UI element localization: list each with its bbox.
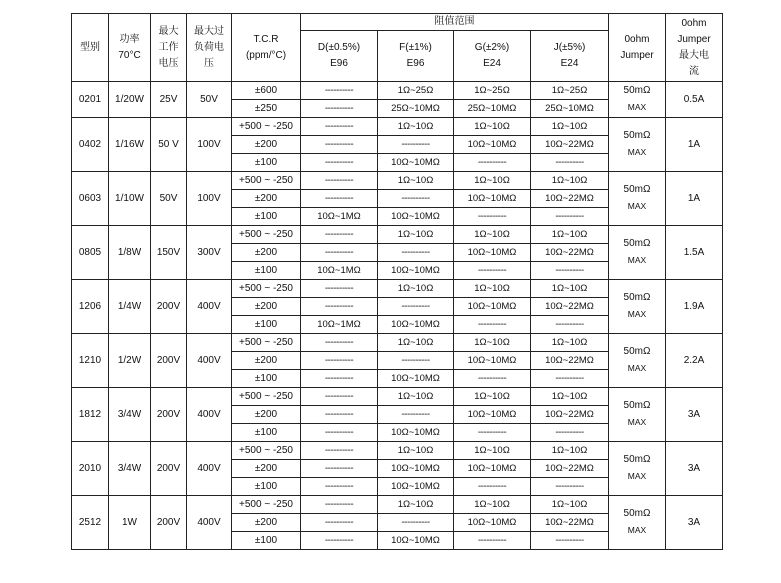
cell-range-d: ---------- (301, 478, 378, 496)
cell-range-d: ---------- (301, 496, 378, 514)
cell-range-f: 1Ω~10Ω (378, 172, 454, 190)
cell-range-d: ---------- (301, 298, 378, 316)
jumper-resistance: 50mΩ (623, 129, 651, 141)
cell-range-j: 1Ω~10Ω (531, 280, 609, 298)
cell-max-working-voltage: 200V (151, 280, 187, 334)
cell-range-f: ---------- (378, 352, 454, 370)
cell-zero-ohm-jumper (609, 388, 666, 442)
cell-power: 3/4W (109, 388, 151, 442)
cell-power: 1/16W (109, 118, 151, 172)
cell-range-j: 10Ω~22MΩ (531, 298, 609, 316)
header-range-d: D(±0.5%) E96 (301, 31, 378, 82)
cell-range-g: 10Ω~10MΩ (454, 406, 531, 424)
cell-range-j: 1Ω~10Ω (531, 334, 609, 352)
cell-range-j: 10Ω~22MΩ (531, 244, 609, 262)
cell-power: 1/4W (109, 280, 151, 334)
table-row (72, 334, 723, 352)
cell-range-d: ---------- (301, 100, 378, 118)
header-max-overload-voltage: 最大过 负荷电 压 (187, 14, 232, 82)
cell-range-j: 25Ω~10MΩ (531, 100, 609, 118)
cell-range-g: 10Ω~10MΩ (454, 244, 531, 262)
jumper-max-label: MAX (627, 470, 647, 481)
cell-range-f: 1Ω~10Ω (378, 280, 454, 298)
cell-tcr: +500 ~ -250 (232, 496, 301, 514)
cell-power: 1/2W (109, 334, 151, 388)
cell-range-f: 1Ω~10Ω (378, 496, 454, 514)
cell-range-g: 25Ω~10MΩ (454, 100, 531, 118)
resistor-spec-table (71, 13, 723, 550)
cell-range-g: ---------- (454, 424, 531, 442)
cell-power: 1/20W (109, 82, 151, 118)
cell-range-j: ---------- (531, 532, 609, 550)
cell-tcr: ±200 (232, 244, 301, 262)
cell-type: 0402 (72, 118, 109, 172)
cell-range-g: ---------- (454, 262, 531, 280)
cell-max-working-voltage: 200V (151, 442, 187, 496)
cell-type: 1206 (72, 280, 109, 334)
cell-type: 2010 (72, 442, 109, 496)
cell-range-f: 10Ω~10MΩ (378, 208, 454, 226)
cell-range-g: 10Ω~10MΩ (454, 352, 531, 370)
cell-tcr: ±100 (232, 424, 301, 442)
cell-jumper-current: 1A (666, 172, 723, 226)
cell-range-j: 10Ω~22MΩ (531, 190, 609, 208)
cell-range-g: 10Ω~10MΩ (454, 460, 531, 478)
cell-tcr: +500 ~ -250 (232, 118, 301, 136)
cell-range-d: ---------- (301, 514, 378, 532)
cell-range-d: 10Ω~1MΩ (301, 316, 378, 334)
jumper-resistance: 50mΩ (623, 84, 651, 96)
cell-power: 1/10W (109, 172, 151, 226)
jumper-max-label: MAX (627, 254, 647, 265)
cell-max-overload-voltage: 400V (187, 334, 232, 388)
jumper-max-label: MAX (627, 146, 647, 157)
table-row (72, 118, 723, 136)
cell-tcr: ±200 (232, 298, 301, 316)
jumper-resistance: 50mΩ (623, 237, 651, 249)
jumper-max-label: MAX (627, 524, 647, 535)
cell-type: 2512 (72, 496, 109, 550)
cell-range-f: 10Ω~10MΩ (378, 370, 454, 388)
cell-range-f: 10Ω~10MΩ (378, 424, 454, 442)
cell-range-j: 1Ω~10Ω (531, 118, 609, 136)
cell-power: 1/8W (109, 226, 151, 280)
cell-range-j: ---------- (531, 370, 609, 388)
cell-jumper-current: 3A (666, 496, 723, 550)
header-power: 功率 70°C (109, 14, 151, 82)
jumper-max-label: MAX (627, 101, 647, 112)
jumper-max-label: MAX (627, 200, 647, 211)
header-range-g: G(±2%) E24 (454, 31, 531, 82)
cell-max-overload-voltage: 400V (187, 388, 232, 442)
cell-max-overload-voltage: 300V (187, 226, 232, 280)
cell-range-d: ---------- (301, 460, 378, 478)
cell-zero-ohm-jumper (609, 280, 666, 334)
cell-max-working-voltage: 25V (151, 82, 187, 118)
cell-range-f: 10Ω~10MΩ (378, 532, 454, 550)
cell-range-d: ---------- (301, 172, 378, 190)
cell-tcr: ±200 (232, 352, 301, 370)
header-tcr: T.C.R (ppm/°C) (232, 14, 301, 82)
cell-range-f: 1Ω~10Ω (378, 442, 454, 460)
cell-range-d: ---------- (301, 226, 378, 244)
cell-range-j: 10Ω~22MΩ (531, 136, 609, 154)
cell-max-working-voltage: 200V (151, 334, 187, 388)
header-range-f: F(±1%) E96 (378, 31, 454, 82)
cell-range-f: ---------- (378, 514, 454, 532)
cell-max-overload-voltage: 100V (187, 118, 232, 172)
jumper-resistance: 50mΩ (623, 183, 651, 195)
cell-range-g: 1Ω~25Ω (454, 82, 531, 100)
cell-range-g: 1Ω~10Ω (454, 226, 531, 244)
table-row (72, 496, 723, 514)
cell-zero-ohm-jumper (609, 334, 666, 388)
jumper-max-label: MAX (627, 362, 647, 373)
cell-tcr: ±250 (232, 100, 301, 118)
jumper-resistance: 50mΩ (623, 399, 651, 411)
cell-range-j: ---------- (531, 478, 609, 496)
cell-tcr: +500 ~ -250 (232, 334, 301, 352)
cell-range-j: 1Ω~10Ω (531, 172, 609, 190)
cell-max-working-voltage: 200V (151, 496, 187, 550)
cell-range-g: 10Ω~10MΩ (454, 514, 531, 532)
cell-range-d: ---------- (301, 352, 378, 370)
cell-tcr: +500 ~ -250 (232, 280, 301, 298)
cell-max-working-voltage: 200V (151, 388, 187, 442)
cell-range-j: 1Ω~10Ω (531, 226, 609, 244)
cell-range-f: ---------- (378, 190, 454, 208)
cell-range-j: 10Ω~22MΩ (531, 352, 609, 370)
cell-range-j: ---------- (531, 316, 609, 334)
cell-range-g: 10Ω~10MΩ (454, 136, 531, 154)
cell-range-g: ---------- (454, 316, 531, 334)
cell-range-d: ---------- (301, 406, 378, 424)
cell-max-overload-voltage: 100V (187, 172, 232, 226)
table-row (72, 172, 723, 190)
cell-tcr: +500 ~ -250 (232, 442, 301, 460)
cell-range-d: ---------- (301, 244, 378, 262)
cell-range-f: ---------- (378, 298, 454, 316)
cell-power: 3/4W (109, 442, 151, 496)
table-row (72, 280, 723, 298)
cell-range-d: ---------- (301, 442, 378, 460)
cell-range-d: ---------- (301, 136, 378, 154)
cell-tcr: ±200 (232, 460, 301, 478)
cell-range-d: ---------- (301, 82, 378, 100)
cell-type: 1812 (72, 388, 109, 442)
cell-max-overload-voltage: 400V (187, 280, 232, 334)
cell-zero-ohm-jumper (609, 172, 666, 226)
cell-type: 0603 (72, 172, 109, 226)
cell-max-working-voltage: 150V (151, 226, 187, 280)
cell-tcr: ±100 (232, 208, 301, 226)
cell-range-d: ---------- (301, 532, 378, 550)
cell-jumper-current: 1.9A (666, 280, 723, 334)
cell-range-g: ---------- (454, 154, 531, 172)
cell-type: 0201 (72, 82, 109, 118)
cell-tcr: ±100 (232, 532, 301, 550)
cell-jumper-current: 0.5A (666, 82, 723, 118)
cell-range-f: 10Ω~10MΩ (378, 460, 454, 478)
cell-max-overload-voltage: 400V (187, 496, 232, 550)
cell-range-d: ---------- (301, 280, 378, 298)
cell-range-g: ---------- (454, 370, 531, 388)
header-resistance-range: 阻值范围 (301, 14, 609, 31)
cell-zero-ohm-jumper (609, 226, 666, 280)
cell-range-f: ---------- (378, 136, 454, 154)
cell-tcr: ±200 (232, 190, 301, 208)
cell-range-f: 1Ω~25Ω (378, 82, 454, 100)
cell-range-j: 1Ω~10Ω (531, 442, 609, 460)
cell-range-f: 10Ω~10MΩ (378, 154, 454, 172)
cell-range-d: 10Ω~1MΩ (301, 208, 378, 226)
cell-range-d: ---------- (301, 370, 378, 388)
header-zero-ohm-jumper: 0ohm Jumper (609, 14, 666, 82)
cell-tcr: ±100 (232, 478, 301, 496)
cell-jumper-current: 2.2A (666, 334, 723, 388)
cell-range-d: 10Ω~1MΩ (301, 262, 378, 280)
cell-jumper-current: 1.5A (666, 226, 723, 280)
cell-zero-ohm-jumper (609, 442, 666, 496)
cell-type: 1210 (72, 334, 109, 388)
cell-jumper-current: 3A (666, 388, 723, 442)
cell-range-g: 1Ω~10Ω (454, 334, 531, 352)
header-max-working-voltage: 最大 工作 电压 (151, 14, 187, 82)
jumper-max-label: MAX (627, 308, 647, 319)
cell-range-j: 10Ω~22MΩ (531, 460, 609, 478)
cell-max-working-voltage: 50V (151, 172, 187, 226)
cell-range-g: ---------- (454, 478, 531, 496)
jumper-resistance: 50mΩ (623, 507, 651, 519)
cell-range-g: 1Ω~10Ω (454, 118, 531, 136)
cell-range-g: 1Ω~10Ω (454, 280, 531, 298)
cell-range-j: 1Ω~10Ω (531, 496, 609, 514)
cell-max-overload-voltage: 50V (187, 82, 232, 118)
table-row (72, 388, 723, 406)
cell-range-g: 10Ω~10MΩ (454, 298, 531, 316)
cell-range-f: 1Ω~10Ω (378, 226, 454, 244)
table-header (72, 14, 723, 82)
cell-range-f: ---------- (378, 244, 454, 262)
header-range-j: J(±5%) E24 (531, 31, 609, 82)
cell-tcr: ±100 (232, 316, 301, 334)
cell-tcr: +500 ~ -250 (232, 226, 301, 244)
cell-zero-ohm-jumper (609, 82, 666, 118)
cell-range-d: ---------- (301, 424, 378, 442)
cell-tcr: ±200 (232, 514, 301, 532)
cell-range-j: 10Ω~22MΩ (531, 514, 609, 532)
header-jumper-max-current: 0ohm Jumper 最大电 流 (666, 14, 723, 82)
cell-tcr: ±200 (232, 406, 301, 424)
cell-range-j: 10Ω~22MΩ (531, 406, 609, 424)
cell-max-working-voltage: 50 V (151, 118, 187, 172)
cell-range-j: 1Ω~25Ω (531, 82, 609, 100)
cell-power: 1W (109, 496, 151, 550)
cell-range-d: ---------- (301, 190, 378, 208)
cell-tcr: ±100 (232, 262, 301, 280)
cell-tcr: ±100 (232, 154, 301, 172)
cell-tcr: ±100 (232, 370, 301, 388)
cell-jumper-current: 1A (666, 118, 723, 172)
cell-range-j: ---------- (531, 208, 609, 226)
cell-range-f: 10Ω~10MΩ (378, 262, 454, 280)
table-row (72, 442, 723, 460)
table-row (72, 82, 723, 100)
cell-range-g: 10Ω~10MΩ (454, 190, 531, 208)
cell-range-f: 1Ω~10Ω (378, 388, 454, 406)
cell-tcr: +500 ~ -250 (232, 388, 301, 406)
jumper-resistance: 50mΩ (623, 291, 651, 303)
cell-range-d: ---------- (301, 388, 378, 406)
cell-range-d: ---------- (301, 118, 378, 136)
cell-range-f: ---------- (378, 406, 454, 424)
header-type: 型别 (72, 14, 109, 82)
cell-range-d: ---------- (301, 154, 378, 172)
cell-tcr: ±600 (232, 82, 301, 100)
cell-range-j: ---------- (531, 424, 609, 442)
jumper-resistance: 50mΩ (623, 345, 651, 357)
cell-range-f: 10Ω~10MΩ (378, 316, 454, 334)
table-body (72, 82, 723, 550)
cell-tcr: ±200 (232, 136, 301, 154)
cell-range-j: ---------- (531, 154, 609, 172)
cell-range-f: 25Ω~10MΩ (378, 100, 454, 118)
cell-zero-ohm-jumper (609, 118, 666, 172)
cell-range-j: ---------- (531, 262, 609, 280)
cell-range-g: 1Ω~10Ω (454, 442, 531, 460)
cell-range-f: 1Ω~10Ω (378, 334, 454, 352)
cell-range-f: 1Ω~10Ω (378, 118, 454, 136)
cell-tcr: +500 ~ -250 (232, 172, 301, 190)
cell-range-d: ---------- (301, 334, 378, 352)
cell-range-f: 10Ω~10MΩ (378, 478, 454, 496)
cell-jumper-current: 3A (666, 442, 723, 496)
cell-range-g: ---------- (454, 532, 531, 550)
table-row (72, 226, 723, 244)
cell-type: 0805 (72, 226, 109, 280)
jumper-max-label: MAX (627, 416, 647, 427)
cell-range-j: 1Ω~10Ω (531, 388, 609, 406)
cell-range-g: 1Ω~10Ω (454, 496, 531, 514)
cell-max-overload-voltage: 400V (187, 442, 232, 496)
cell-zero-ohm-jumper (609, 496, 666, 550)
jumper-resistance: 50mΩ (623, 453, 651, 465)
cell-range-g: 1Ω~10Ω (454, 172, 531, 190)
cell-range-g: ---------- (454, 208, 531, 226)
cell-range-g: 1Ω~10Ω (454, 388, 531, 406)
